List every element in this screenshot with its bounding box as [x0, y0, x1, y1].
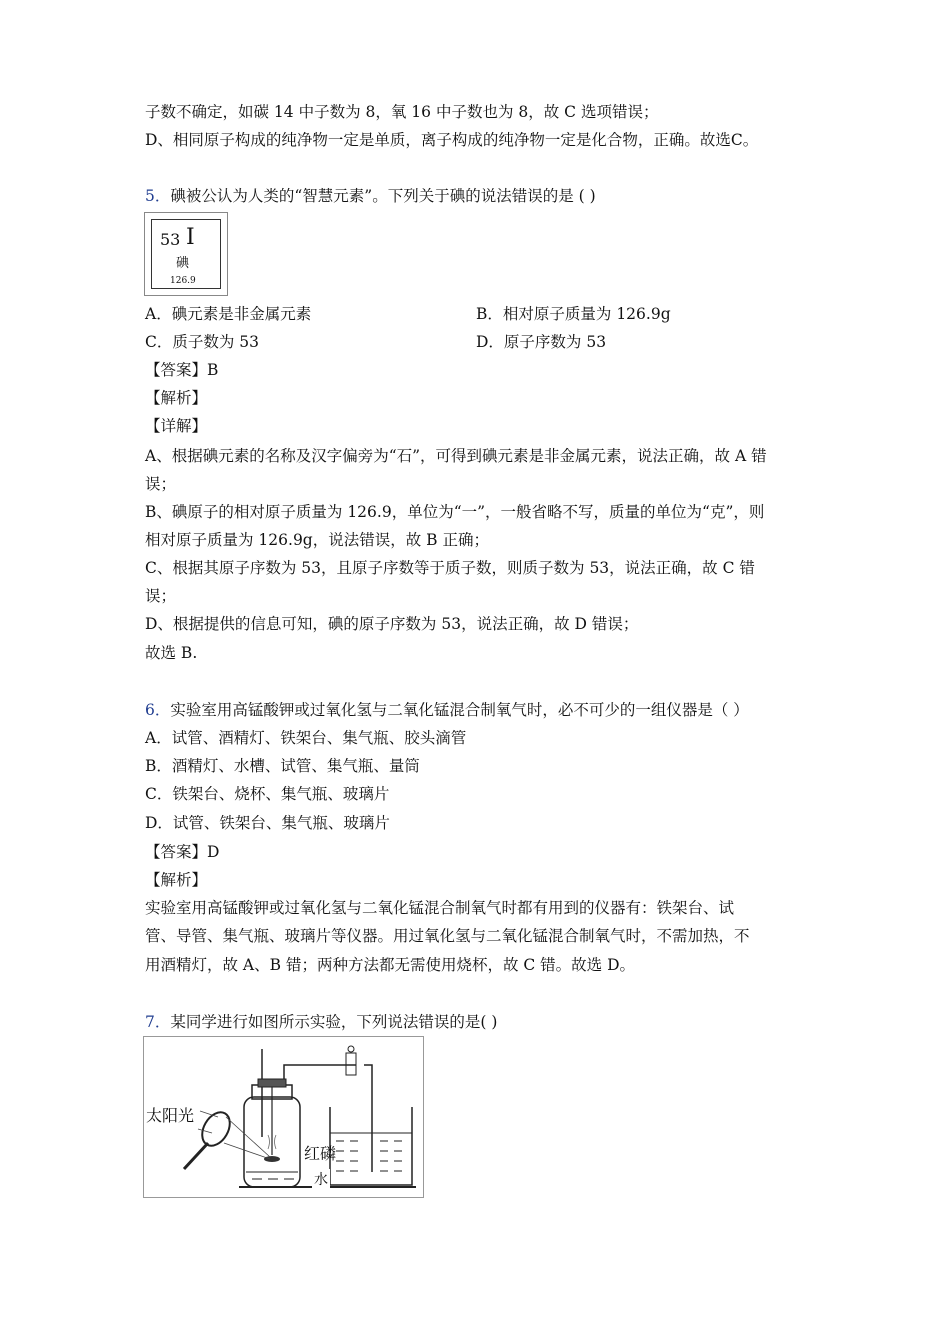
q5-option-d: D．原子序数为 53 — [476, 333, 607, 351]
q6-answer: 【答案】D — [145, 843, 220, 861]
q5-explanation-line: C、根据其原子序数为 53，且原子序数等于质子数，则质子数为 53，说法正确，故 C 错 — [145, 559, 755, 577]
q6-explanation-line: 实验室用高锰酸钾或过氧化氢与二氧化锰混合制氧气时都有用到的仪器有：铁架台、试 — [145, 899, 735, 917]
q5-explanation-line: A、根据碘元素的名称及汉字偏旁为“石”，可得到碘元素是非金属元素，说法正确，故 A 错 — [145, 447, 767, 465]
question-7-stem — [145, 1012, 497, 1032]
question-6-text: 实验室用高锰酸钾或过氧化氢与二氧化锰混合制氧气时，必不可少的一组仪器是（ ） — [170, 701, 749, 719]
q6-option-c: C．铁架台、烧杯、集气瓶、玻璃片 — [145, 785, 390, 803]
q5-explanation-line: D、根据提供的信息可知，碘的原子序数为 53，说法正确，故 D 错误； — [145, 615, 639, 633]
question-5-stem — [145, 186, 596, 206]
question-7-text: 某同学进行如图所示实验，下列说法错误的是( ) — [170, 1013, 498, 1031]
q5-option-a: A．碘元素是非金属元素 — [145, 305, 312, 323]
question-5-number: 5． — [145, 187, 171, 205]
q5-explanation-line: 故选 B. — [145, 644, 198, 662]
q5-explanation-line: B、碘原子的相对原子质量为 126.9，单位为“一”，一般省略不写，质量的单位为“克”，则 — [145, 503, 765, 521]
element-card-inner — [151, 219, 221, 289]
q5-option-c: C．质子数为 53 — [145, 333, 260, 351]
sunlight-label: 太阳光 — [146, 1106, 195, 1125]
question-6-stem — [145, 700, 749, 720]
q5-analysis-heading: 【解析】 — [145, 389, 208, 407]
q6-explanation-line: 用酒精灯，故 A、B 错；两种方法都无需使用烧杯，故 C 错。故选 D。 — [145, 956, 636, 974]
q5-detail-heading: 【详解】 — [145, 417, 208, 435]
element-symbol: I — [186, 225, 195, 250]
q6-analysis-heading: 【解析】 — [145, 871, 208, 889]
q6-option-d: D．试管、铁架台、集气瓶、玻璃片 — [145, 814, 390, 832]
intro-line-2: D、相同原子构成的纯净物一定是单质，离子构成的纯净物一定是化合物，正确。故选C。 — [145, 131, 759, 149]
q5-explanation-line: 误； — [145, 587, 177, 605]
q6-explanation-line: 管、导管、集气瓶、玻璃片等仪器。用过氧化氢与二氧化锰混合制氧气时，不需加热，不 — [145, 927, 750, 945]
question-7-number: 7． — [145, 1013, 171, 1031]
red-phosphorus-label: 红磷 — [304, 1144, 337, 1163]
water-label: 水 — [312, 1169, 330, 1189]
q6-option-a: A．试管、酒精灯、铁架台、集气瓶、胶头滴管 — [145, 729, 467, 747]
element-name: 碘 — [176, 256, 190, 271]
q5-option-b: B．相对原子质量为 126.9g — [476, 305, 671, 323]
intro-line-1: 子数不确定，如碳 14 中子数为 8，氧 16 中子数也为 8，故 C 选项错误； — [145, 103, 659, 121]
iodine-element-card — [144, 212, 228, 296]
atomic-number: 53 — [160, 230, 181, 249]
question-6-number: 6． — [145, 701, 171, 719]
q5-explanation-line: 误； — [145, 475, 177, 493]
q5-answer: 【答案】B — [145, 361, 219, 379]
question-5-text: 碘被公认为人类的“智慧元素”。下列关于碘的说法错误的是 ( ) — [170, 187, 596, 205]
q5-explanation-line: 相对原子质量为 126.9g，说法错误，故 B 正确； — [145, 531, 489, 549]
q6-option-b: B．酒精灯、水槽、试管、集气瓶、量筒 — [145, 757, 420, 775]
experiment-figure — [143, 1036, 424, 1198]
atomic-mass: 126.9 — [170, 276, 196, 286]
